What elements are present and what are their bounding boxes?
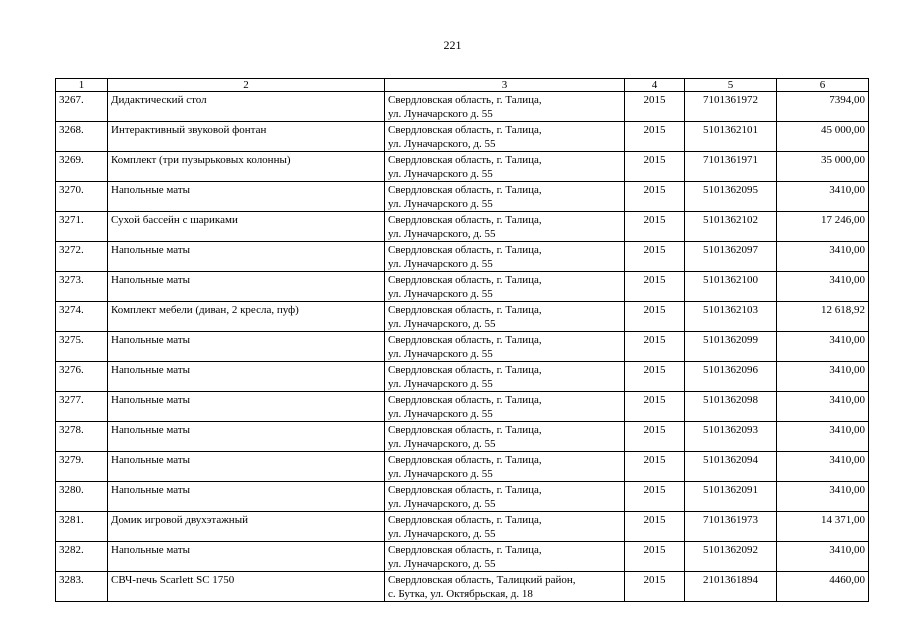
item-cost: 3410,00 — [777, 452, 869, 482]
inventory-number: 5101362095 — [685, 182, 777, 212]
address-line: ул. Луначарского д. 55 — [388, 468, 493, 480]
item-name: Напольные маты — [108, 272, 385, 302]
address-line: Свердловская область, г. Талица, — [388, 274, 542, 286]
table-row — [56, 392, 869, 422]
column-header: 3 — [385, 79, 625, 92]
column-header: 5 — [685, 79, 777, 92]
table-row — [56, 212, 869, 242]
address-line: Свердловская область, г. Талица, — [388, 214, 542, 226]
row-number: 3268. — [56, 122, 108, 152]
table-header-row — [56, 79, 869, 92]
address-line: Свердловская область, Талицкий район, — [388, 574, 576, 586]
address-line: ул. Луначарского д. 55 — [388, 108, 493, 120]
item-cost: 4460,00 — [777, 572, 869, 602]
inventory-number: 5101362097 — [685, 242, 777, 272]
address-line: ул. Луначарского, д. 55 — [388, 318, 496, 330]
row-number: 3275. — [56, 332, 108, 362]
item-year: 2015 — [625, 572, 685, 602]
address-line: Свердловская область, г. Талица, — [388, 424, 542, 436]
address-line: Свердловская область, г. Талица, — [388, 94, 542, 106]
inventory-number: 7101361973 — [685, 512, 777, 542]
item-cost: 3410,00 — [777, 392, 869, 422]
item-cost: 3410,00 — [777, 422, 869, 452]
item-address — [385, 572, 625, 602]
item-year: 2015 — [625, 212, 685, 242]
column-header: 1 — [56, 79, 108, 92]
row-number: 3279. — [56, 452, 108, 482]
address-line: с. Бутка, ул. Октябрьская, д. 18 — [388, 588, 533, 600]
address-line: ул. Луначарского д. 55 — [388, 288, 493, 300]
inventory-number: 5101362094 — [685, 452, 777, 482]
item-address — [385, 422, 625, 452]
item-year: 2015 — [625, 242, 685, 272]
address-line: Свердловская область, г. Талица, — [388, 184, 542, 196]
table-row — [56, 182, 869, 212]
item-address — [385, 302, 625, 332]
item-year: 2015 — [625, 152, 685, 182]
item-cost: 35 000,00 — [777, 152, 869, 182]
item-address — [385, 362, 625, 392]
table-row — [56, 422, 869, 452]
address-line: Свердловская область, г. Талица, — [388, 124, 542, 136]
item-address — [385, 182, 625, 212]
row-number: 3282. — [56, 542, 108, 572]
item-year: 2015 — [625, 182, 685, 212]
item-name: Напольные маты — [108, 182, 385, 212]
inventory-number: 2101361894 — [685, 572, 777, 602]
address-line: Свердловская область, г. Талица, — [388, 334, 542, 346]
item-year: 2015 — [625, 512, 685, 542]
inventory-number: 5101362103 — [685, 302, 777, 332]
row-number: 3277. — [56, 392, 108, 422]
item-year: 2015 — [625, 422, 685, 452]
table-row — [56, 332, 869, 362]
inventory-number: 7101361971 — [685, 152, 777, 182]
item-address — [385, 332, 625, 362]
item-name: Дидактический стол — [108, 92, 385, 122]
table-row — [56, 242, 869, 272]
address-line: ул. Луначарского, д. 55 — [388, 528, 496, 540]
item-address — [385, 452, 625, 482]
item-name: Комплект мебели (диван, 2 кресла, пуф) — [108, 302, 385, 332]
item-address — [385, 542, 625, 572]
item-year: 2015 — [625, 92, 685, 122]
item-cost: 7394,00 — [777, 92, 869, 122]
item-name: Напольные маты — [108, 542, 385, 572]
item-name: Напольные маты — [108, 362, 385, 392]
address-line: Свердловская область, г. Талица, — [388, 244, 542, 256]
item-address — [385, 482, 625, 512]
address-line: Свердловская область, г. Талица, — [388, 364, 542, 376]
item-address — [385, 92, 625, 122]
row-number: 3278. — [56, 422, 108, 452]
table-row — [56, 362, 869, 392]
item-cost: 3410,00 — [777, 542, 869, 572]
property-table — [55, 78, 869, 602]
address-line: ул. Луначарского д. 55 — [388, 198, 493, 210]
inventory-number: 5101362100 — [685, 272, 777, 302]
inventory-number: 5101362098 — [685, 392, 777, 422]
item-cost: 3410,00 — [777, 182, 869, 212]
inventory-number: 5101362091 — [685, 482, 777, 512]
item-name: Напольные маты — [108, 392, 385, 422]
item-address — [385, 242, 625, 272]
item-cost: 14 371,00 — [777, 512, 869, 542]
address-line: ул. Луначарского д. 55 — [388, 378, 493, 390]
item-cost: 3410,00 — [777, 272, 869, 302]
address-line: ул. Луначарского, д. 55 — [388, 438, 496, 450]
item-address — [385, 392, 625, 422]
address-line: Свердловская область, г. Талица, — [388, 514, 542, 526]
table-row — [56, 452, 869, 482]
inventory-number: 5101362096 — [685, 362, 777, 392]
inventory-number: 5101362099 — [685, 332, 777, 362]
address-line: Свердловская область, г. Талица, — [388, 154, 542, 166]
address-line: Свердловская область, г. Талица, — [388, 544, 542, 556]
address-line: ул. Луначарского д. 55 — [388, 168, 493, 180]
item-name: Напольные маты — [108, 452, 385, 482]
item-cost: 17 246,00 — [777, 212, 869, 242]
item-cost: 3410,00 — [777, 242, 869, 272]
address-line: Свердловская область, г. Талица, — [388, 394, 542, 406]
item-address — [385, 272, 625, 302]
item-year: 2015 — [625, 542, 685, 572]
address-line: ул. Луначарского, д. 55 — [388, 558, 496, 570]
table-row — [56, 542, 869, 572]
column-header: 2 — [108, 79, 385, 92]
item-cost: 45 000,00 — [777, 122, 869, 152]
table-row — [56, 272, 869, 302]
item-cost: 3410,00 — [777, 332, 869, 362]
inventory-number: 5101362092 — [685, 542, 777, 572]
address-line: ул. Луначарского, д. 55 — [388, 228, 496, 240]
item-name: Комплект (три пузырьковых колонны) — [108, 152, 385, 182]
item-year: 2015 — [625, 362, 685, 392]
address-line: ул. Луначарского, д. 55 — [388, 138, 496, 150]
item-year: 2015 — [625, 302, 685, 332]
address-line: ул. Луначарского, д. 55 — [388, 498, 496, 510]
item-year: 2015 — [625, 332, 685, 362]
item-year: 2015 — [625, 482, 685, 512]
table-row — [56, 122, 869, 152]
row-number: 3280. — [56, 482, 108, 512]
item-year: 2015 — [625, 452, 685, 482]
address-line: Свердловская область, г. Талица, — [388, 304, 542, 316]
address-line: ул. Луначарского д. 55 — [388, 408, 493, 420]
row-number: 3271. — [56, 212, 108, 242]
inventory-number: 5101362093 — [685, 422, 777, 452]
item-name: Напольные маты — [108, 422, 385, 452]
item-name: Напольные маты — [108, 332, 385, 362]
item-name: Домик игровой двухэтажный — [108, 512, 385, 542]
row-number: 3273. — [56, 272, 108, 302]
item-name: Напольные маты — [108, 242, 385, 272]
column-header: 6 — [777, 79, 869, 92]
row-number: 3281. — [56, 512, 108, 542]
table-row — [56, 572, 869, 602]
column-header: 4 — [625, 79, 685, 92]
row-number: 3269. — [56, 152, 108, 182]
page-number: 221 — [443, 38, 462, 52]
inventory-number: 7101361972 — [685, 92, 777, 122]
address-line: ул. Луначарского д. 55 — [388, 258, 493, 270]
row-number: 3267. — [56, 92, 108, 122]
address-line: Свердловская область, г. Талица, — [388, 454, 542, 466]
item-name: Сухой бассейн с шариками — [108, 212, 385, 242]
item-year: 2015 — [625, 272, 685, 302]
address-line: ул. Луначарского д. 55 — [388, 348, 493, 360]
item-cost: 12 618,92 — [777, 302, 869, 332]
item-cost: 3410,00 — [777, 482, 869, 512]
inventory-number: 5101362102 — [685, 212, 777, 242]
row-number: 3272. — [56, 242, 108, 272]
item-address — [385, 212, 625, 242]
table-row — [56, 92, 869, 122]
row-number: 3276. — [56, 362, 108, 392]
address-line: Свердловская область, г. Талица, — [388, 484, 542, 496]
item-name: Интерактивный звуковой фонтан — [108, 122, 385, 152]
table-row — [56, 482, 869, 512]
item-name: Напольные маты — [108, 482, 385, 512]
item-address — [385, 512, 625, 542]
row-number: 3270. — [56, 182, 108, 212]
table-row — [56, 302, 869, 332]
item-cost: 3410,00 — [777, 362, 869, 392]
row-number: 3274. — [56, 302, 108, 332]
row-number: 3283. — [56, 572, 108, 602]
item-address — [385, 152, 625, 182]
inventory-number: 5101362101 — [685, 122, 777, 152]
item-year: 2015 — [625, 392, 685, 422]
item-name: СВЧ-печь Scarlett SC 1750 — [108, 572, 385, 602]
table-row — [56, 512, 869, 542]
item-year: 2015 — [625, 122, 685, 152]
item-address — [385, 122, 625, 152]
table-row — [56, 152, 869, 182]
